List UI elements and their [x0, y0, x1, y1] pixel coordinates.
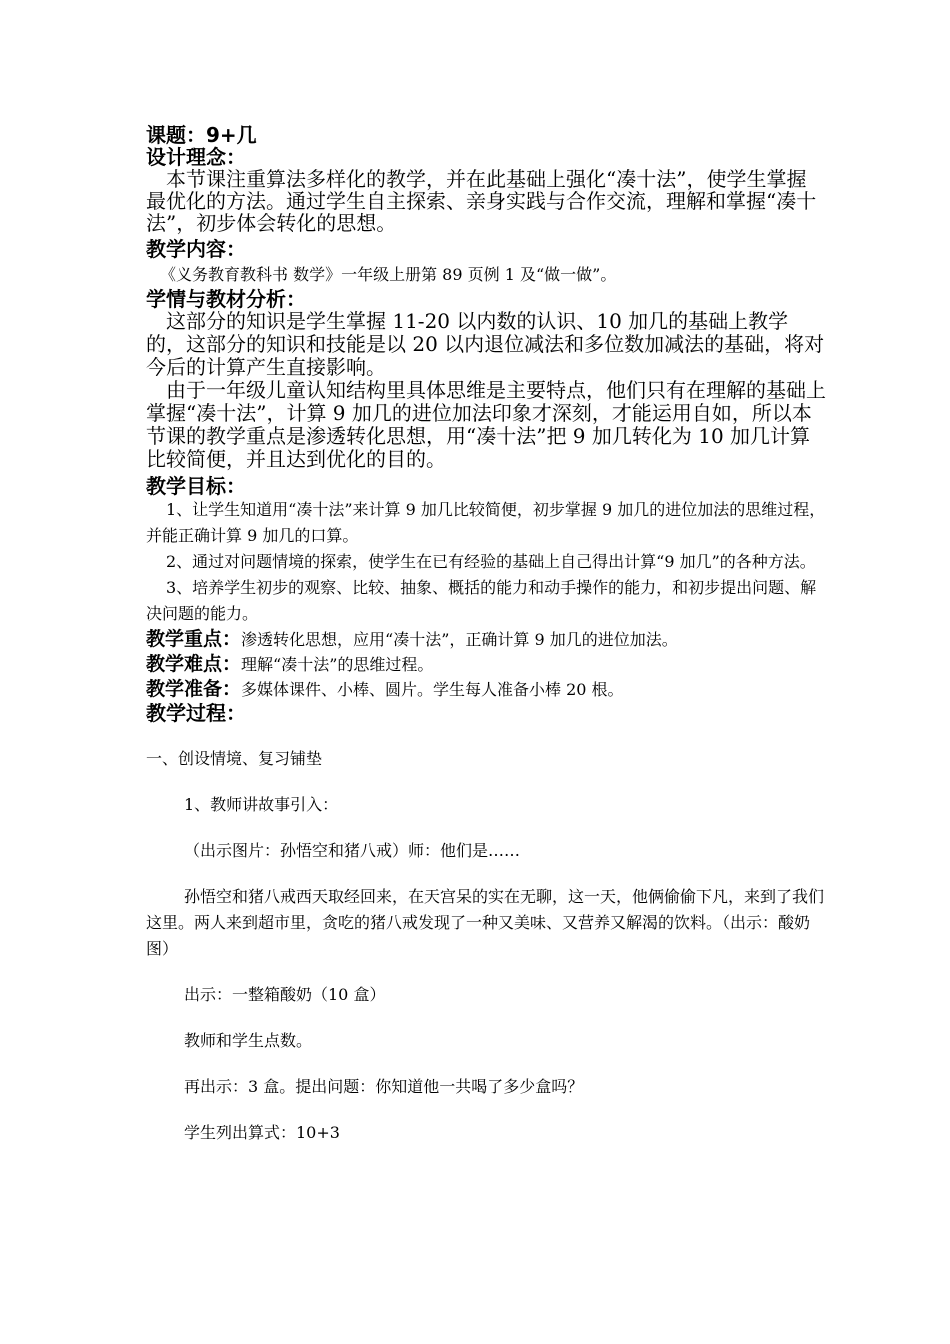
content-heading: 教学内容： — [146, 237, 246, 261]
content-text: 《义务教育教科书 数学》一年级上册第 89 页例 1 及“做一做”。 — [160, 265, 617, 284]
document-body — [146, 124, 826, 1146]
process-step-1: 1、教师讲故事引入： — [184, 795, 339, 814]
design-text: 本节课注重算法多样化的教学，并在此基础上强化“凑十法”，使学生掌握最优化的方法。通过学生自主探索、亲身实践与合作交流，理解和掌握“凑十法”，初步体会转化的思想。 — [146, 167, 817, 235]
process-story: 孙悟空和猪八戒西天取经回来，在天宫呆的实在无聊，这一天，他俩偷偷下凡，来到了我们这里。两人来到超市里，贪吃的猪八戒发现了一种又美味、又营养又解渴的饮料。（出示：酸奶图） — [146, 887, 825, 958]
analysis-paragraph-1: 这部分的知识是学生掌握 11-20 以内数的认识、10 加几的基础上教学的，这部分的知识和技能是以 20 以内退位减法和多位数加减法的基础，将对今后的计算产生直接影响。 — [146, 309, 825, 379]
key-heading: 教学重点： — [146, 628, 242, 650]
lesson-title-value: 9+几 — [206, 123, 257, 147]
process-section-1: 一、创设情境、复习铺垫 — [146, 749, 323, 768]
goal-2: 2、通过对问题情境的探索，使学生在已有经验的基础上自己得出计算“9 加几”的各种方法。 — [166, 552, 816, 571]
difficult-text: 理解“凑十法”的思维过程。 — [241, 655, 434, 674]
goal-3: 3、培养学生初步的观察、比较、抽象、概括的能力和动手操作的能力，和初步提出问题、解决问题的能力。 — [146, 578, 817, 623]
design-heading: 设计理念： — [146, 145, 246, 169]
process-heading: 教学过程： — [146, 701, 246, 725]
goal-1: 1、让学生知道用“凑十法”来计算 9 加几比较简便，初步掌握 9 加几的进位加法的思维过程，并能正确计算 9 加几的口算。 — [146, 500, 826, 545]
preparation — [146, 677, 826, 702]
lesson-title — [146, 124, 826, 146]
process-count: 教师和学生点数。 — [184, 1031, 313, 1050]
analysis-paragraph-2: 由于一年级儿童认知结构里具体思维是主要特点，他们只有在理解的基础上掌握“凑十法”，计算 9 加几的进位加法印象才深刻，才能运用自如，所以本节课的教学重点是渗透转化思想，用“凑十法”把 9 加几转化为 10 加几计算比较简便，并且达到优化的目的。 — [146, 378, 826, 471]
key-text: 渗透转化思想，应用“凑十法”，正确计算 9 加几的进位加法。 — [241, 630, 678, 649]
prep-heading: 教学准备： — [146, 678, 242, 700]
prep-text: 多媒体课件、小棒、圆片。学生每人准备小棒 20 根。 — [241, 680, 624, 699]
goals-heading: 教学目标： — [146, 474, 246, 498]
difficult-point — [146, 652, 826, 677]
difficult-heading: 教学难点： — [146, 653, 242, 675]
analysis-heading: 学情与教材分析： — [146, 287, 306, 311]
process-formula: 学生列出算式：10+3 — [184, 1123, 340, 1142]
lesson-title-label: 课题： — [146, 123, 206, 147]
key-point — [146, 627, 826, 652]
process-show-more: 再出示：3 盒。提出问题：你知道他一共喝了多少盒吗？ — [184, 1077, 584, 1096]
process-show-box: 出示：一整箱酸奶（10 盒） — [184, 985, 386, 1004]
process-show-picture: （出示图片：孙悟空和猪八戒）师：他们是…… — [184, 841, 521, 860]
